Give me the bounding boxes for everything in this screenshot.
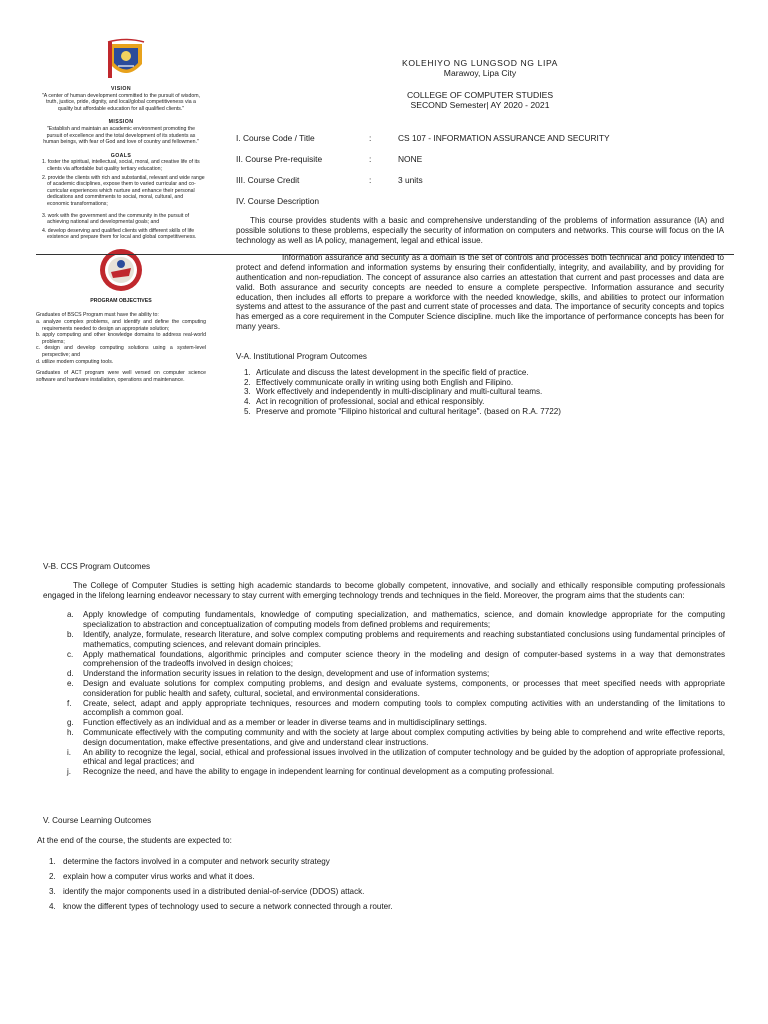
- item-text: Work effectively and independently in multi-disciplinary and multi-cultural teams.: [256, 387, 543, 397]
- ccs-outcomes-list: [43, 610, 725, 777]
- item-text: Communicate effectively with the computing community and with the society at large about complex computing activities by being able to comprehend and write effective reports, design documentation, make effective presentations, and give and understand clear instructions.: [83, 727, 725, 747]
- list-item: [67, 678, 725, 699]
- info-value: CS 107 - INFORMATION ASSURANCE AND SECURITY: [398, 133, 610, 143]
- school-location: Marawoy, Lipa City: [443, 68, 517, 78]
- list-item: [49, 886, 725, 902]
- item-letter: d.: [67, 669, 74, 679]
- list-item: [49, 901, 725, 917]
- college-logo-icon: [104, 38, 148, 84]
- item-text: Function effectively as an individual and as a member or leader in diverse teams and in multidisciplinary settings.: [83, 718, 487, 728]
- program-objectives-list: [36, 319, 206, 365]
- item-text: Recognize the need, and have the ability to engage in independent learning for continual development as a computing professional.: [83, 767, 555, 777]
- list-item: [67, 669, 725, 679]
- course-credit-row: [236, 175, 698, 196]
- item-text: Design and evaluate solutions for complex computing problems, and design and evaluate systems, components, or processes that meet specified needs with appropriate consideration for public health and safety, cultural, societal, and environmental considerations.: [83, 678, 725, 698]
- item-letter: h.: [67, 727, 74, 737]
- item-letter: c.: [67, 649, 74, 659]
- institutional-outcomes-title: V-A. Institutional Program Outcomes: [236, 352, 367, 361]
- ccs-outcomes-title: V-B. CCS Program Outcomes: [43, 562, 151, 571]
- goal-item: 3. work with the government and the community in the pursuit of achieving national and developmental goals; and: [42, 212, 190, 226]
- item-number: 1.: [49, 856, 56, 866]
- institutional-outcomes-list: [236, 368, 724, 417]
- item-letter: f.: [67, 698, 72, 708]
- document-header: [330, 58, 630, 110]
- item-text: Create, select, adapt and apply appropriate techniques, resources and modern computing tools to complex computing activities with an understanding of the limitations to accomplish a common goal.: [83, 698, 725, 718]
- learning-outcomes-list: [43, 857, 725, 917]
- course-info: [236, 133, 698, 217]
- item-text: Articulate and discuss the latest development in the specific field of practice.: [256, 367, 529, 377]
- list-item: [67, 649, 725, 670]
- item-text: Identify, analyze, formulate, research literature, and solve complex computing problems and requirements and reaching substantiated conclusions using fundamental principles of mathematics, computing sciences, and relevant domain principles.: [83, 629, 725, 649]
- item-number: 2.: [244, 377, 251, 387]
- item-letter: e.: [67, 678, 74, 688]
- info-label: II. Course Pre-requisite: [236, 154, 323, 164]
- program-objectives-title: PROGRAM OBJECTIVES: [90, 297, 152, 304]
- item-text: Preserve and promote "Filipino historical and cultural heritage". (based on R.A. 7722): [256, 406, 561, 416]
- item-text: Act in recognition of professional, social and ethical responsibly.: [256, 397, 485, 407]
- objective-item: a. analyze complex problems, and identify and define the computing requirements needed to design an appropriate solution;: [36, 319, 206, 332]
- school-name: KOLEHIYO NG LUNGSOD NG LIPA: [402, 58, 558, 68]
- description-paragraph: Information assurance and security as a domain is the set of controls and processes both technical and policy intended to protect and defend information and information systems by ensuring their confidentially, integrity, and availability, and by providing for authentication and non-repudiation. The concept of assurance also carries an attestation that current and past processes and data are valid. Both assurance and security concepts are needed to ensure a complete perspective. Information assurance and security education, then includes all efforts to prepare a workforce with the needed knowledge, skills, and abilities to protect our information systems and attest to the assurance of the past and current state of processes and data. The importance of security concepts and topics has emerged as a core requirement in the Computer Science discipline. much like the importance of performance concepts has been for many years.: [236, 253, 724, 331]
- logo-wrap: [46, 38, 206, 84]
- learning-outcomes-intro: At the end of the course, the students are expected to:: [37, 835, 232, 845]
- item-text: explain how a computer virus works and what it does.: [63, 871, 255, 881]
- list-item: [49, 871, 725, 887]
- list-item: [67, 767, 725, 777]
- item-number: 4.: [244, 397, 251, 407]
- list-item: [244, 377, 724, 388]
- course-description: [236, 216, 724, 332]
- list-item: [67, 698, 725, 719]
- item-letter: a.: [67, 610, 74, 620]
- item-text: Apply knowledge of computing fundamentals, knowledge of computing specialization, and mathematics, science, and domain knowledge appropriate for the computing specialization to abstraction and conceptualization of computing models from defined problems and requirements;: [83, 610, 725, 630]
- item-number: 1.: [244, 367, 251, 377]
- learning-outcomes-title: V. Course Learning Outcomes: [43, 816, 152, 825]
- ccs-program-outcomes: [43, 562, 725, 777]
- ccs-outcomes-intro: The College of Computer Studies is setting high academic standards to become globally competent, innovative, and socially and ethically responsible computing professionals engaged in the lifelong learning endeavor necessary to stay current with emerging technology trends and techniques in the field. Moreover, the program aims that the students can:: [43, 580, 725, 600]
- objective-item: c. design and develop computing solutions using a system-level perspective; and: [36, 345, 206, 359]
- objective-item: b. apply computing and other knowledge domains to address real-world problems;: [36, 332, 206, 345]
- info-colon: :: [369, 133, 372, 143]
- list-item: [244, 397, 724, 407]
- goals-title: GOALS: [110, 152, 132, 159]
- list-item: [67, 629, 725, 650]
- item-number: 4.: [49, 901, 56, 911]
- item-text: An ability to recognize the legal, social, ethical and professional issues involved in the utilization of computer technology and be guided by the adoption of appropriate professional, ethical and legal practices; and: [83, 747, 725, 767]
- goal-item: 4. develop deserving and qualified clients with different skills of life existence and prepare them for local and global competitiveness.: [42, 227, 197, 241]
- program-objectives-intro: Graduates of BSCS Program must have the ability to:: [36, 312, 159, 319]
- item-number: 2.: [49, 871, 56, 881]
- section-divider-left: [36, 254, 206, 255]
- list-item: [244, 387, 724, 397]
- info-label: I. Course Code / Title: [236, 133, 315, 143]
- institutional-outcomes: [236, 352, 724, 417]
- list-item: [49, 856, 725, 872]
- term: SECOND Semester| AY 2020 - 2021: [410, 100, 550, 110]
- list-item: [67, 610, 725, 630]
- item-text: determine the factors involved in a computer and network security strategy: [63, 856, 330, 866]
- item-text: identify the major components used in a distributed denial-of-service (DDOS) attack.: [63, 886, 365, 896]
- list-item: [244, 367, 724, 378]
- sidebar: [36, 38, 206, 383]
- mission-title: MISSION: [108, 119, 134, 126]
- item-text: Effectively communicate orally in writing using both English and Filipino.: [256, 377, 514, 387]
- item-text: Understand the information security issues in relation to the design, development and use of information systems;: [83, 669, 490, 679]
- goal-item: 2. provide the clients with rich and substantial, relevant and wide range of academic disciplines, expose them to varied curricular and co-curricular experiences which nurture and enhance their personal dedications and commitments to social, moral, cultural, and economic transformations;: [42, 174, 205, 207]
- description-paragraph: This course provides students with a basic and comprehensive understanding of the problems of information assurance (IA) and possible solutions to these problems, especially the security of information on computers and networks. This course will focus on the IA technology as well as IA policy, management, legal and ethical issue.: [236, 216, 724, 245]
- item-number: 3.: [49, 886, 56, 896]
- info-colon: :: [369, 154, 372, 164]
- objective-item: d. utilize modern computing tools.: [36, 358, 114, 365]
- info-value: NONE: [398, 154, 423, 164]
- course-prerequisite-row: [236, 154, 698, 175]
- goal-item: 1. foster the spiritual, intellectual, social, moral, and creative life of its clients via affordable but quality tertiary education;: [42, 159, 200, 172]
- list-item: [244, 406, 724, 417]
- item-text: Apply mathematical foundations, algorithmic principles and computer science theory in the modeling and design of computer-based systems in a way that demonstrates comprehension of the tradeoffs involved in design choices;: [83, 649, 725, 669]
- info-label: IV. Course Description: [236, 196, 320, 206]
- info-colon: :: [369, 175, 372, 185]
- course-description-row: [236, 196, 698, 217]
- info-value: 3 units: [398, 175, 423, 185]
- info-label: III. Course Credit: [236, 175, 300, 185]
- vision-title: VISION: [111, 86, 131, 92]
- list-item: [67, 747, 725, 768]
- act-program-text: Graduates of ACT program were well versed on computer science software and hardware installation, operations and maintenance.: [36, 370, 206, 383]
- item-letter: g.: [67, 718, 74, 728]
- course-learning-outcomes: [37, 816, 725, 917]
- item-number: 5.: [244, 406, 251, 416]
- course-code-row: [236, 133, 698, 154]
- item-number: 3.: [244, 387, 251, 397]
- item-letter: j.: [67, 767, 72, 777]
- item-text: know the different types of technology used to secure a network connected through a router.: [63, 901, 393, 911]
- item-letter: i.: [67, 747, 72, 757]
- list-item: [67, 727, 725, 748]
- vision-text: "A center of human development committed to the pursuit of wisdom, truth, justice, pride, dignity, and local/global competitiveness via a quality but affordable education for all qualified clients.": [41, 92, 201, 112]
- item-letter: b.: [67, 629, 74, 639]
- goals-list: [36, 159, 206, 241]
- college-name: COLLEGE OF COMPUTER STUDIES: [406, 90, 554, 100]
- list-item: [67, 718, 725, 728]
- mission-text: "Establish and maintain an academic environment promoting the pursuit of excellence and the total development of its students as human beings, with fear of God and love of country and fellowmen.": [43, 125, 199, 146]
